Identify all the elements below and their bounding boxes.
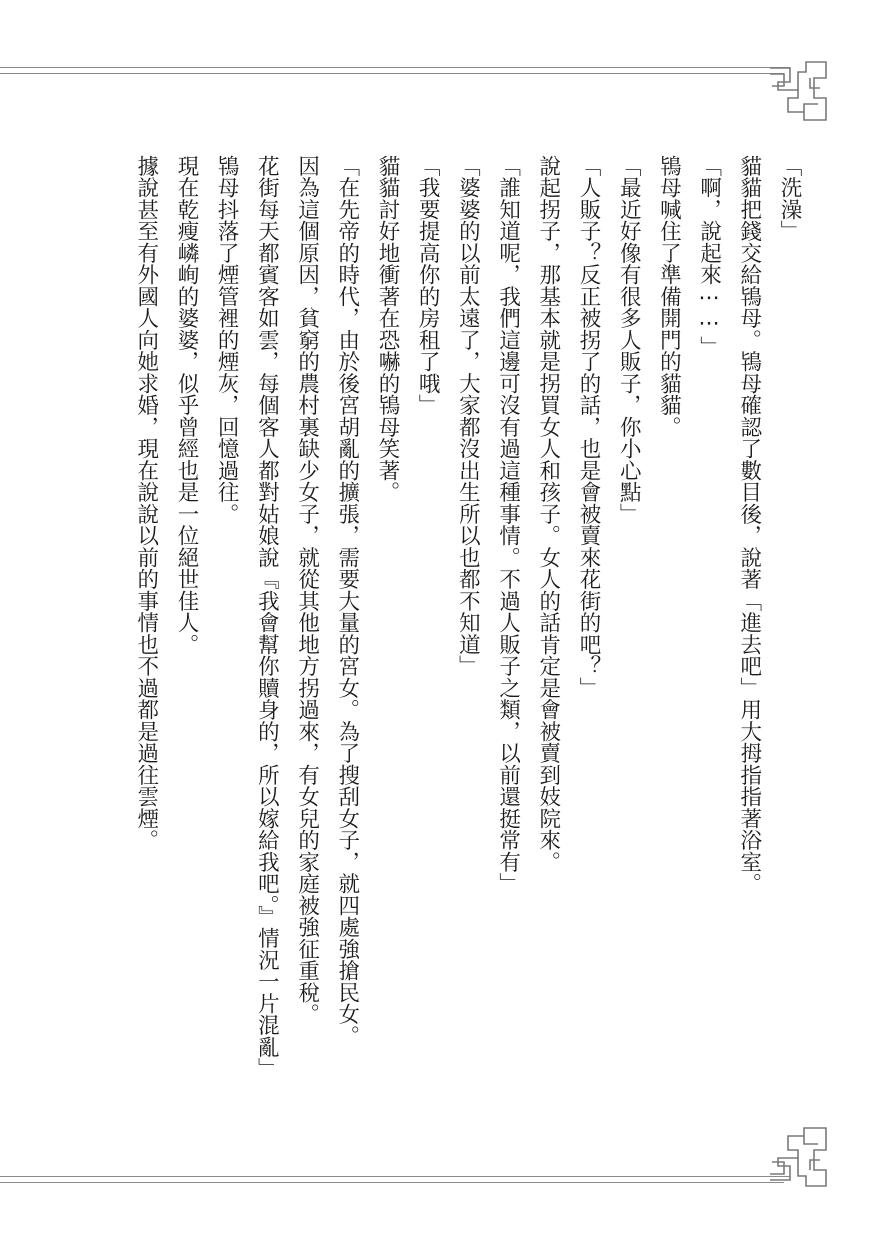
text-line: 「人販子？反正被拐了的話，也是會被賣來花街的吧？」 — [575, 155, 601, 699]
text-line: 「在先帝的時代，由於後宮胡亂的擴張，需要大量的宮女。為了搜刮女子，就四處強搶民女。 — [334, 155, 360, 1047]
text-line: 「最近好像有很多人販子，你小心點」 — [616, 155, 642, 525]
text-line: 說起拐子，那基本就是拐買女人和孩子。女人的話肯定是會被賣到妓院來。 — [535, 155, 561, 873]
text-line: 「啊，說起來⋯⋯」 — [696, 155, 722, 358]
text-line: 「婆婆的以前太遠了，大家都沒出生所以也都不知道」 — [455, 155, 481, 677]
bottom-right-ornament-icon — [770, 1124, 830, 1190]
text-line: 據說甚至有外國人向她求婚，現在說說以前的事情也不過都是過往雲煙。 — [133, 155, 159, 851]
top-right-ornament-icon — [770, 58, 830, 124]
text-line: 「誰知道呢，我們這邊可沒有過這種事情。不過人販子之類，以前還挺常有」 — [495, 155, 521, 895]
text-line: 現在乾瘦嶙峋的婆婆，似乎曾經也是一位絕世佳人。 — [173, 155, 199, 656]
top-frame-line-inner — [0, 73, 784, 74]
text-line: 鴇母抖落了煙管裡的煙灰，回憶過往。 — [214, 155, 240, 525]
bottom-frame-line-inner — [0, 1182, 784, 1183]
text-line: 貓貓把錢交給鴇母。鴇母確認了數目後，說著「進去吧」用大拇指指著浴室。 — [736, 155, 762, 895]
top-frame-line-outer — [0, 67, 790, 68]
chapter-text — [89, 155, 809, 1085]
text-line: 花街每天都賓客如雲，每個客人都對姑娘說『我會幫你贖身的，所以嫁給我吧。』情況一片混亂」 — [254, 155, 280, 1080]
text-line: 鴇母喊住了準備開門的貓貓。 — [656, 155, 682, 438]
bottom-frame-line-outer — [0, 1176, 790, 1177]
text-line: 「我要提高你的房租了哦」 — [415, 155, 441, 416]
text-line: 「洗澡」 — [777, 155, 802, 242]
text-line: 貓貓討好地衝著在恐嚇的鴇母笑著。 — [374, 155, 400, 503]
text-line: 因為這個原因，貧窮的農村裏缺少女子，就從其他地方拐過來，有女兒的家庭被強征重稅。 — [294, 155, 320, 1025]
